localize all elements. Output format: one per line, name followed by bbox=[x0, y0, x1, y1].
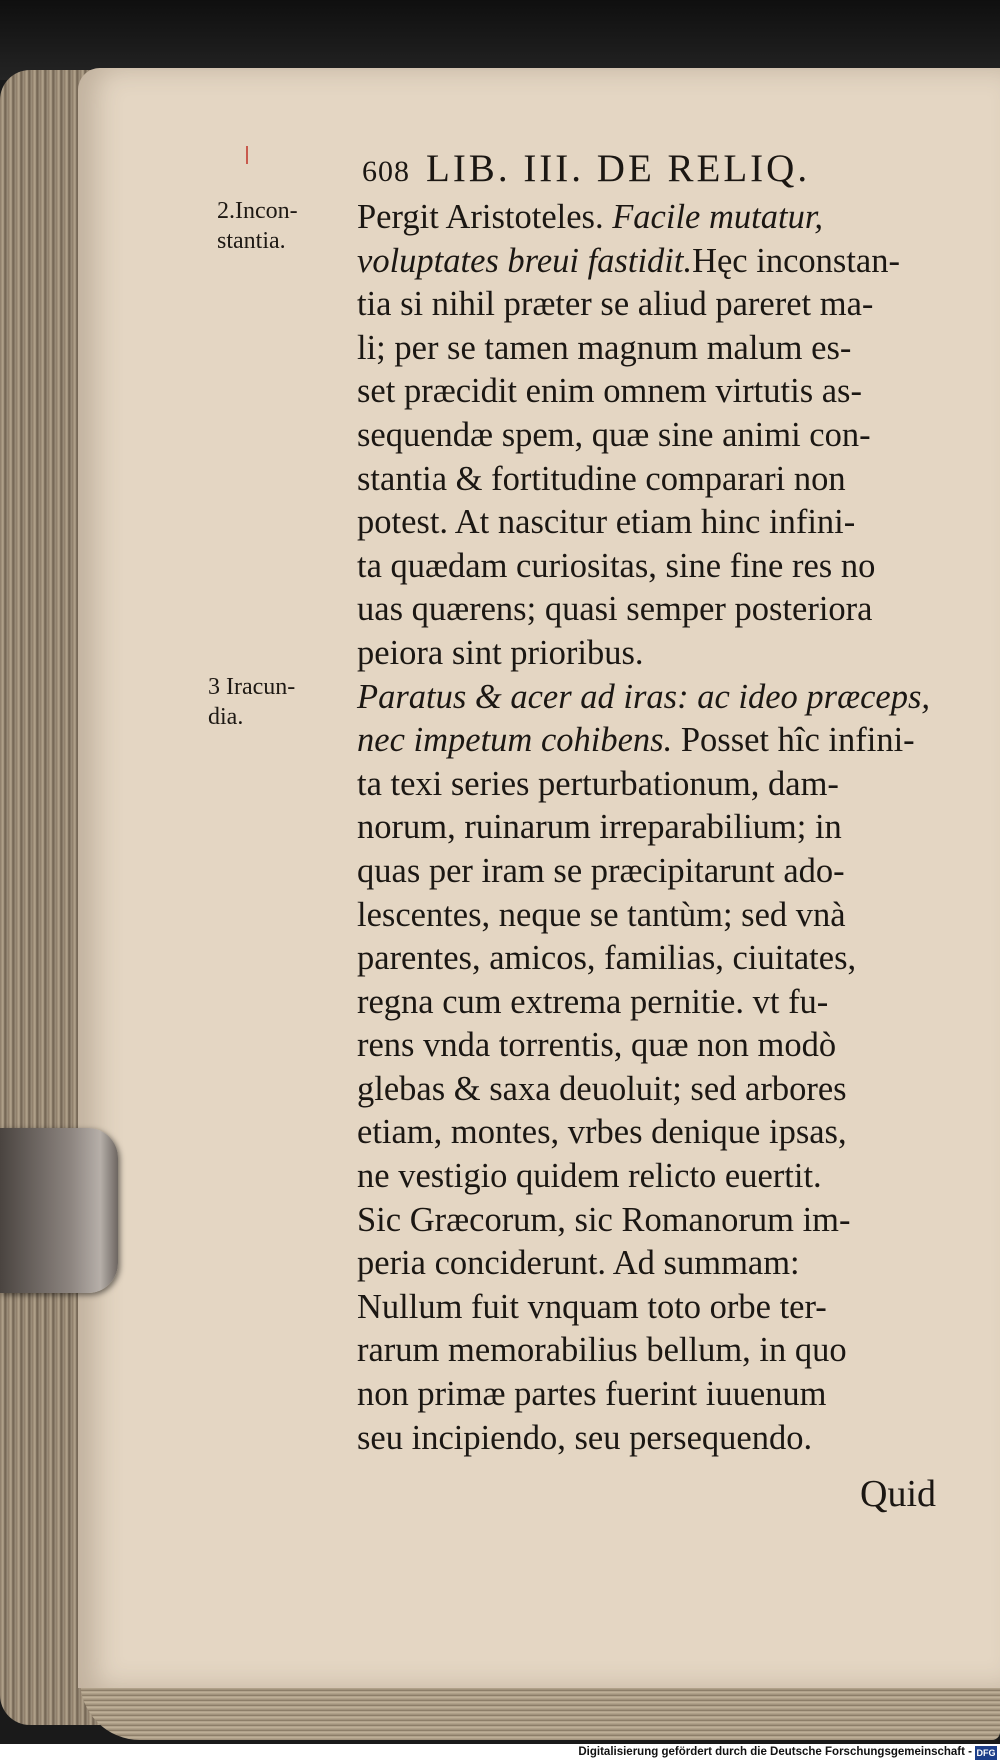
page-number: 608 bbox=[362, 155, 410, 188]
text-line bbox=[357, 370, 957, 414]
text-segment: tia si nihil præter se aliud pareret ma- bbox=[357, 285, 874, 324]
text-line bbox=[357, 458, 957, 502]
text-line bbox=[357, 806, 957, 850]
text-line bbox=[357, 1024, 957, 1068]
text-line bbox=[357, 632, 957, 676]
body-text bbox=[357, 196, 957, 1460]
text-line bbox=[357, 240, 957, 284]
text-segment: rens vnda torrentis, quæ non modò bbox=[357, 1026, 837, 1065]
text-line bbox=[357, 1068, 957, 1112]
text-line bbox=[357, 327, 957, 371]
text-line bbox=[357, 981, 957, 1025]
text-segment: uas quærens; quasi semper posteriora bbox=[357, 590, 873, 629]
text-line bbox=[357, 1286, 957, 1330]
dfg-logo-icon: DFG bbox=[976, 1748, 996, 1758]
text-segment: peria conciderunt. Ad summam: bbox=[357, 1244, 800, 1283]
text-segment: potest. At nascitur etiam hinc infini- bbox=[357, 503, 856, 542]
text-line bbox=[357, 1373, 957, 1417]
text-segment: Sic Græcorum, sic Romanorum im- bbox=[357, 1200, 851, 1239]
page-header bbox=[362, 146, 810, 191]
text-line bbox=[357, 1329, 957, 1373]
text-segment: parentes, amicos, familias, ciuitates, bbox=[357, 939, 857, 978]
text-line bbox=[357, 894, 957, 938]
margin-note: dia. bbox=[208, 704, 244, 730]
text-segment: set præcidit enim omnem virtutis as- bbox=[357, 372, 862, 411]
text-segment: rarum memorabilius bellum, in quo bbox=[357, 1331, 847, 1370]
text-segment: non primæ partes fuerint iuuenum bbox=[357, 1375, 827, 1414]
text-segment: ne vestigio quidem relicto euertit. bbox=[357, 1157, 822, 1196]
margin-note: stantia. bbox=[217, 228, 286, 254]
text-segment: seu incipiendo, seu persequendo. bbox=[357, 1418, 813, 1457]
text-line bbox=[357, 676, 957, 720]
text-segment: quas per iram se præcipitarunt ado- bbox=[357, 851, 845, 890]
text-line bbox=[357, 850, 957, 894]
text-line bbox=[357, 937, 957, 981]
text-segment: Nullum fuit vnquam toto orbe ter- bbox=[357, 1287, 827, 1326]
text-segment: norum, ruinarum irreparabilium; in bbox=[357, 808, 842, 847]
text-line bbox=[357, 545, 957, 589]
text-line bbox=[357, 1242, 957, 1286]
footer-credit: Digitalisierung gefördert durch die Deutsche Forschungsgemeinschaft - bbox=[578, 1746, 972, 1758]
italic-text: nec impetum cohibens. bbox=[357, 721, 673, 760]
catchword: Quid bbox=[860, 1473, 936, 1515]
italic-text: Paratus & acer ad iras: ac ideo præceps, bbox=[357, 677, 931, 716]
text-segment: stantia & fortitudine comparari non bbox=[357, 459, 846, 498]
text-line bbox=[357, 1199, 957, 1243]
text-segment: etiam, montes, vrbes denique ipsas, bbox=[357, 1113, 847, 1152]
text-segment: peiora sint prioribus. bbox=[357, 633, 644, 672]
red-ink-mark bbox=[246, 146, 248, 164]
text-segment: ta texi series perturbationum, dam- bbox=[357, 764, 839, 803]
text-line bbox=[357, 588, 957, 632]
text-line bbox=[357, 501, 957, 545]
text-segment: lescentes, neque se tantùm; sed vnà bbox=[357, 895, 846, 934]
text-line bbox=[357, 414, 957, 458]
text-segment: li; per se tamen magnum malum es- bbox=[357, 328, 852, 367]
text-segment: sequendæ spem, quæ sine animi con- bbox=[357, 415, 871, 454]
running-title: LIB. III. DE RELIQ. bbox=[426, 147, 811, 190]
margin-note: 2.Incon- bbox=[217, 198, 298, 224]
text-segment: regna cum extrema pernitie. vt fu- bbox=[357, 982, 829, 1021]
text-segment: Pergit Aristoteles. bbox=[357, 198, 613, 236]
text-line bbox=[357, 283, 957, 327]
text-segment: ta quædam curiositas, sine fine res no bbox=[357, 546, 876, 585]
text-line bbox=[357, 1417, 957, 1461]
text-line bbox=[357, 1111, 957, 1155]
italic-text: voluptates breui fastidit. bbox=[357, 241, 693, 280]
text-line bbox=[357, 196, 957, 240]
text-segment: glebas & saxa deuoluit; sed arbores bbox=[357, 1069, 847, 1108]
text-line bbox=[357, 1155, 957, 1199]
page-clip bbox=[0, 1128, 118, 1293]
text-line bbox=[357, 719, 957, 763]
text-line bbox=[357, 763, 957, 807]
text-segment: Hęc inconstan- bbox=[692, 241, 900, 280]
text-segment: Posset hîc infini- bbox=[672, 721, 915, 760]
margin-note: 3 Iracun- bbox=[208, 674, 296, 700]
italic-text: Facile mutatur, bbox=[612, 198, 824, 236]
